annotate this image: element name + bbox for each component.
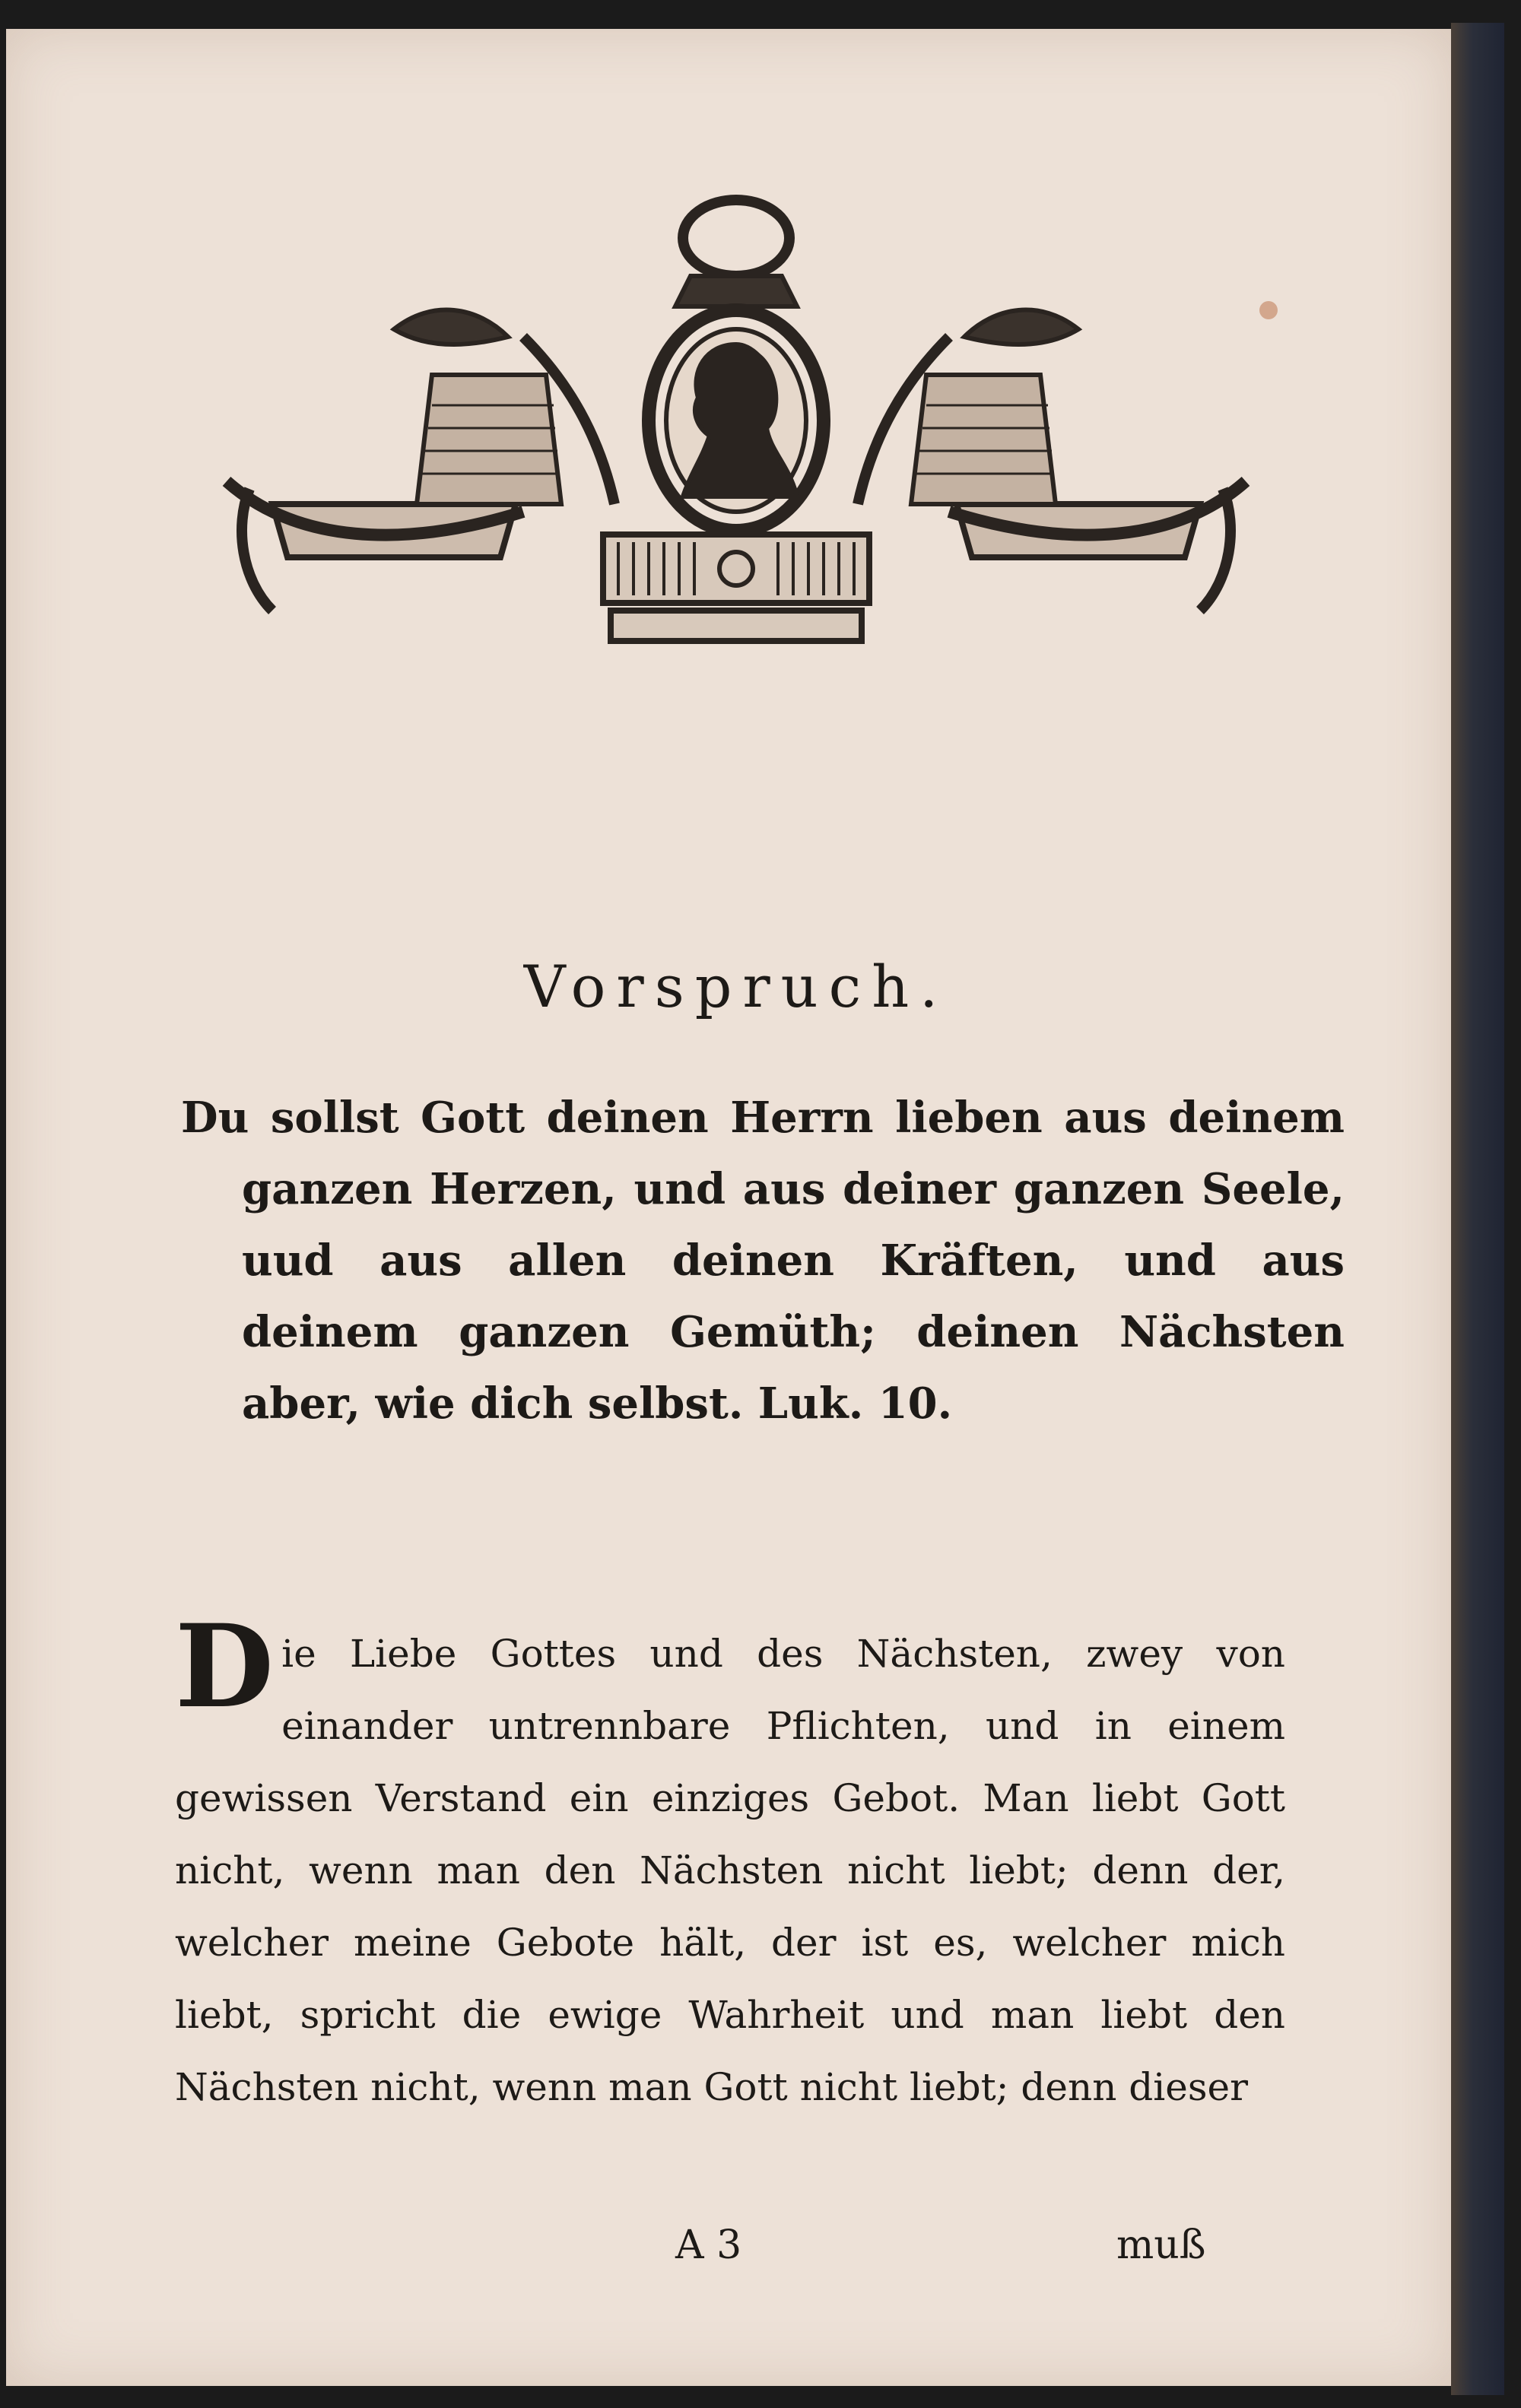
signature-mark: A 3 [675,2222,742,2268]
page-title: Vorspruch. [523,953,949,1020]
book-page [6,29,1451,2386]
body-text: ie Liebe Gottes und des Nächsten, zwey von einander untrennbare Pflichten, und in einem gewissen Verstand ein einziges Gebot. Man liebt Gott nicht, wenn man den Nächsten nicht liebt; denn der, welcher meine Gebote hält, der ist es, welcher mich liebt, spricht die ewige Wahrheit und man liebt den Nächsten nicht, wenn man Gott nicht liebt; denn dieser [175,1632,1285,2109]
book-binding [1451,23,1504,2395]
catchword: muß [1116,2222,1206,2268]
motto-verse: Du sollst Gott deinen Herrn lieben aus deinem ganzen Herzen, und aus deiner ganzen Seele, uud aus allen deinen Kräften, und aus deinem ganzen Gemüth; deinen Nächsten aber, wie dich selbst. Luk. 10. [181,1093,1345,1429]
ornamental-vignette-icon [204,185,1269,656]
body-paragraph [175,1600,1285,2124]
drop-capital: D [175,1600,275,1734]
